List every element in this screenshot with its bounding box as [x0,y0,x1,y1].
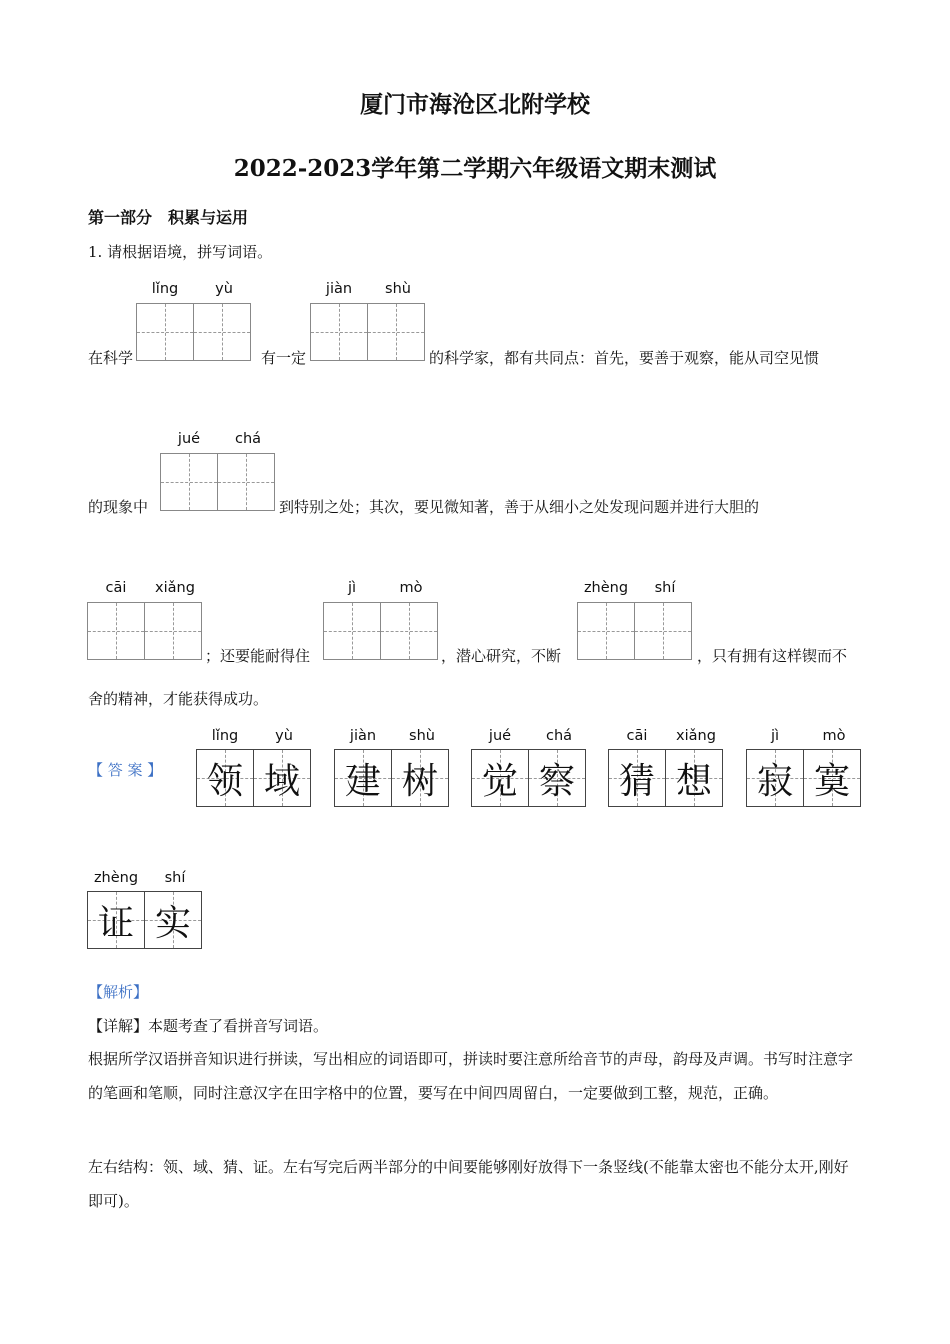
pinyin: shí [164,870,186,886]
answer-character: 觉 [481,760,518,802]
text-segment: 的科学家，都有共同点：首先，要善于观察，能从司空见惯 [429,349,820,367]
text-segment: 在科学 [88,349,134,367]
pinyin: xiǎng [155,580,195,596]
text-segment: 的现象中 [88,498,149,516]
pinyin: shù [409,728,435,744]
answer-character: 领 [206,760,243,802]
exam-subtitle: 2022-2023学年第二学期六年级语文期末测试 [233,155,717,182]
analysis-paragraph: 左右结构：领、域、猜、证。左右写完后两半部分的中间要能够刚好放得下一条竖线(不能靠太密也不能分太开,刚好即可)。 [88,1158,849,1210]
answer-blank-grid[interactable] [577,602,692,660]
answer-blank-grid[interactable] [87,602,202,660]
answer-character: 域 [263,760,300,802]
analysis-label: 【解析】 [88,983,149,1001]
answer-blank-grid[interactable] [310,303,425,361]
text-segment: ；还要能耐得住 [205,647,311,665]
answer-blank-grid[interactable] [160,453,275,511]
pinyin: zhèng [583,580,629,596]
answer-label: 【 答 案 】 [88,761,163,779]
answer-word-grid [608,749,723,807]
answer-blank-grid[interactable] [323,602,438,660]
text-segment: 到特别之处；其次，要见微知著，善于从细小之处发现问题并进行大胆的 [279,498,760,516]
pinyin: cāi [626,728,648,744]
pinyin: lǐng [211,728,239,744]
answer-word-grid [746,749,861,807]
answer-character: 察 [538,760,575,802]
answer-character: 证 [97,902,134,944]
pinyin: mò [399,580,423,596]
answer-character: 树 [401,760,438,802]
answer-word-grid [334,749,449,807]
pinyin: lǐng [151,281,179,297]
pinyin: chá [545,728,573,744]
pinyin: cāi [105,580,127,596]
pinyin: jiàn [325,281,353,297]
answer-word-grid [87,891,202,949]
text-segment: 舍的精神，才能获得成功。 [88,690,269,708]
pinyin: mò [822,728,846,744]
answer-blank-grid[interactable] [136,303,251,361]
pinyin: zhèng [93,870,139,886]
section-heading: 第一部分 积累与运用 [88,208,249,227]
answer-character: 猜 [618,760,655,802]
answer-word-grid [471,749,586,807]
text-segment: ，只有拥有这样锲而不 [697,647,848,665]
pinyin: yù [275,728,293,744]
answer-character: 实 [154,902,191,944]
text-segment: ，潜心研究，不断 [441,647,562,665]
answer-word-grid [196,749,311,807]
analysis-paragraph: 根据所学汉语拼音知识进行拼读，写出相应的词语即可，拼读时要注意所给音节的声母，韵母及声调。书写时注意字的笔画和笔顺，同时注意汉字在田字格中的位置，要写在中间四周留白，一定要做到工整，规范，正确。 [88,1050,854,1102]
answer-character: 寞 [813,760,850,802]
pinyin: xiǎng [676,728,716,744]
pinyin: shí [654,580,676,596]
pinyin: chá [234,431,262,447]
pinyin: shù [385,281,411,297]
question-prompt: 1. 请根据语境，拼写词语。 [88,243,273,261]
answer-character: 寂 [756,760,793,802]
pinyin: jì [770,728,780,744]
answer-character: 想 [675,760,712,802]
pinyin: jué [488,728,512,744]
text-segment: 有一定 [261,349,307,367]
answer-character: 建 [344,760,381,802]
pinyin: jì [347,580,357,596]
pinyin: jué [177,431,201,447]
pinyin: yù [215,281,233,297]
pinyin: jiàn [349,728,377,744]
analysis-detail: 【详解】本题考查了看拼音写词语。 [88,1017,329,1035]
document-title: 厦门市海沧区北附学校 [360,91,590,118]
